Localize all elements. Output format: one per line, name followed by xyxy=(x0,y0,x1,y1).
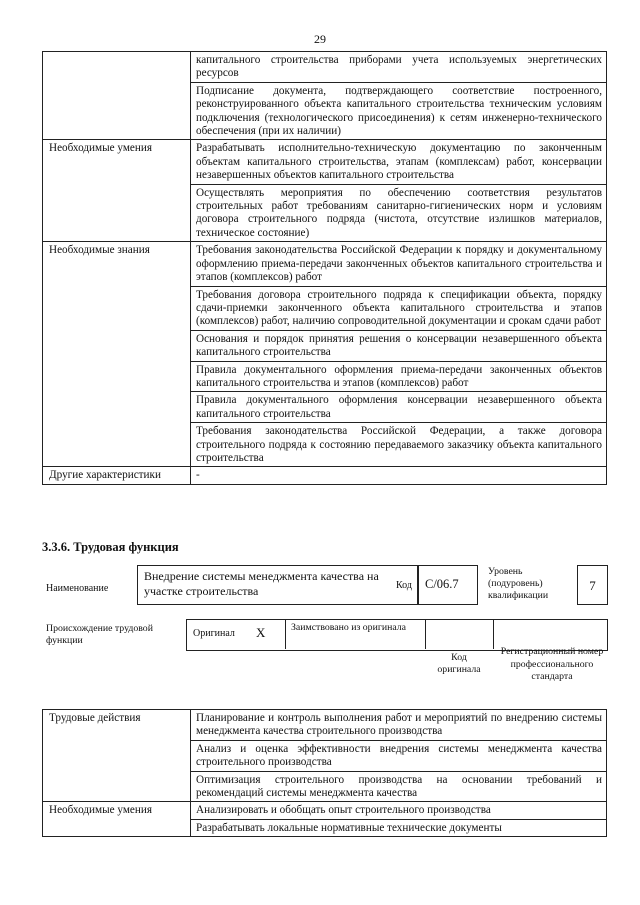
row-label: Другие характеристики xyxy=(43,467,191,484)
table-row xyxy=(43,242,607,286)
section-title: 3.3.6. Трудовая функция xyxy=(42,540,179,554)
table-cell: Анализ и оценка эффективности внедрения системы менеджмента качества строительного производства xyxy=(191,740,607,771)
skills-knowledge-table xyxy=(42,51,607,485)
table-row xyxy=(43,467,607,484)
divider xyxy=(493,619,494,649)
table-cell: Требования договора строительного подряда к спецификации объекта, порядку сдачи-приемки законченного объекта капитального строительства и этапов (комплексов) работ, наличию сопроводительной документации и срокам сдачи работ xyxy=(191,286,607,330)
row-label: Необходимые знания xyxy=(43,242,191,467)
row-label xyxy=(43,52,191,140)
row-label: Трудовые действия xyxy=(43,710,191,802)
table-cell: Подписание документа, подтверждающего соответствие построенного, реконструированного объекта капитального строительства техническим условиям подключения (технологического присоединения) к сетям инженерно-технического обеспечения (при их наличии) xyxy=(191,82,607,140)
table-cell: Разрабатывать исполнительно-техническую документацию по законченным объектам капитального строительства, этапам (комплексам) работ, консервации незавершенных объектов капитального строительства xyxy=(191,140,607,184)
code-original-label: Код оригинала xyxy=(437,652,481,675)
table-cell: Анализировать и обобщать опыт строительного производства xyxy=(191,802,607,819)
labor-actions-table xyxy=(42,709,607,837)
code-box xyxy=(418,565,478,605)
table-row xyxy=(43,802,607,819)
registration-label: Регистрационный номер профессионального стандарта xyxy=(500,646,604,682)
name-box xyxy=(137,565,418,605)
name-label: Наименование xyxy=(46,583,109,594)
table-row xyxy=(43,140,607,184)
divider xyxy=(425,619,426,649)
origin-label: Происхождение трудовой функции xyxy=(46,623,153,646)
table-cell: Требования законодательства Российской Федерации, а также договора строительного подряда к состоянию передаваемого заказчику объекта капитального строительства xyxy=(191,423,607,467)
level-value: 7 xyxy=(589,578,596,593)
level-label: Уровень (подуровень) квалификации xyxy=(488,566,549,601)
divider xyxy=(285,619,286,649)
original-mark: X xyxy=(256,625,266,640)
level-box xyxy=(577,565,608,605)
table-cell: Планирование и контроль выполнения работ и мероприятий по внедрению системы менеджмента качества строительного производства xyxy=(191,710,607,741)
name-value: Внедрение системы менеджмента качества на участке строительства xyxy=(144,569,379,598)
code-value: C/06.7 xyxy=(425,577,459,591)
original-label: Оригинал xyxy=(193,628,235,639)
table-cell: капитального строительства приборами учета используемых энергетических ресурсов xyxy=(191,52,607,83)
table-cell: Требования законодательства Российской Федерации к порядку и документальному оформлению приема-передачи законченных объектов капитального строительства и этапов (комплексов) работ xyxy=(191,242,607,286)
table-cell: Правила документального оформления приема-передачи законченных объектов капитального строительства и этапов (комплексов) работ xyxy=(191,361,607,392)
table-cell: Основания и порядок принятия решения о консервации незавершенного объекта капитального строительства xyxy=(191,330,607,361)
row-label: Необходимые умения xyxy=(43,140,191,242)
table-cell: Оптимизация строительного производства на основании требований и рекомендаций системы менеджмента качества xyxy=(191,771,607,802)
borrowed-label: Заимствовано из оригинала xyxy=(291,622,406,633)
table-cell: Осуществлять мероприятия по обеспечению соответствия результатов строительных работ требованиям санитарно-гигиенических норм и условиям договора строительного подряда (чистота, отсутствие излишков материалов, техническое состояние) xyxy=(191,184,607,242)
table-row xyxy=(43,52,607,83)
table-cell: Правила документального оформления консервации незавершенного объекта капитального строительства xyxy=(191,392,607,423)
table-cell: Разрабатывать локальные нормативные технические документы xyxy=(191,819,607,836)
table-cell: - xyxy=(191,467,607,484)
code-label: Код xyxy=(396,580,412,591)
row-label: Необходимые умения xyxy=(43,802,191,837)
table-row xyxy=(43,710,607,741)
page-number: 29 xyxy=(314,32,326,46)
